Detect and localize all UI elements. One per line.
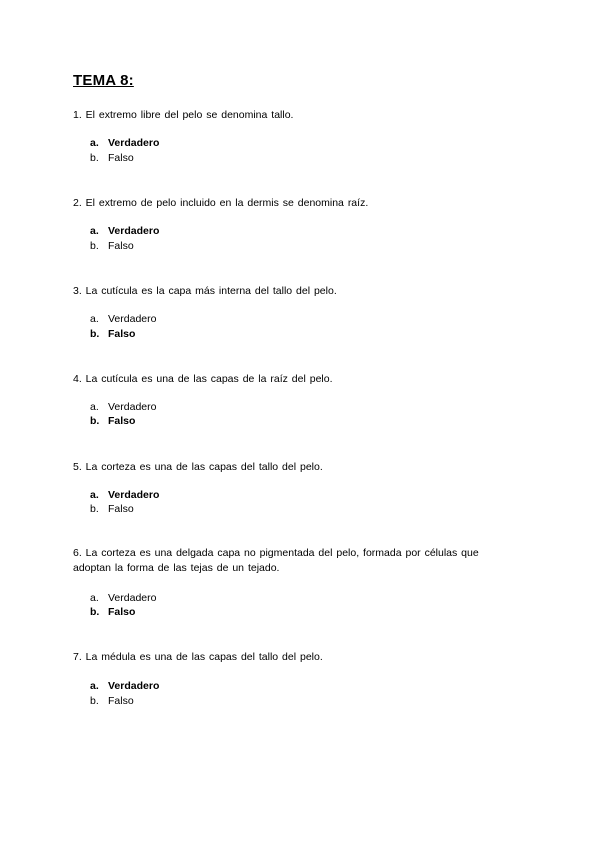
option-b: [90, 502, 134, 516]
option-label: Falso: [108, 328, 136, 340]
option-letter: a.: [90, 225, 99, 237]
option-a: [90, 224, 159, 238]
option-b: [90, 327, 135, 341]
option-label: Verdadero: [108, 680, 160, 692]
option-letter: b.: [90, 328, 100, 340]
option-label: Verdadero: [108, 592, 157, 604]
option-label: Falso: [108, 152, 134, 164]
question-text: 7. La médula es una de las capas del tallo del pelo.: [73, 651, 323, 663]
option-b: [90, 239, 134, 253]
option-label: Verdadero: [108, 401, 157, 413]
option-b: [90, 414, 135, 428]
option-letter: a.: [90, 137, 99, 149]
option-letter: b.: [90, 240, 99, 252]
option-letter: b.: [90, 152, 99, 164]
option-a: [90, 136, 159, 150]
option-a: [90, 488, 159, 502]
question-text: 2. El extremo de pelo incluido en la dermis se denomina raíz.: [73, 197, 369, 209]
option-letter: a.: [90, 489, 99, 501]
option-a: [90, 591, 156, 605]
question-text: 1. El extremo libre del pelo se denomina tallo.: [73, 109, 294, 121]
option-letter: b.: [90, 415, 100, 427]
option-a: [90, 312, 156, 326]
option-letter: a.: [90, 401, 99, 413]
option-label: Verdadero: [108, 137, 160, 149]
question-text: 4. La cutícula es una de las capas de la raíz del pelo.: [73, 373, 333, 385]
option-letter: b.: [90, 503, 99, 515]
question-text: 5. La corteza es una de las capas del tallo del pelo.: [73, 461, 323, 473]
option-label: Falso: [108, 240, 134, 252]
question-text: 6. La corteza es una delgada capa no pigmentada del pelo, formada por células que adoptan la forma de las tejas de un tejado.: [73, 547, 479, 574]
option-b: [90, 151, 134, 165]
option-letter: a.: [90, 680, 99, 692]
option-letter: a.: [90, 592, 99, 604]
option-label: Falso: [108, 695, 134, 707]
option-a: [90, 679, 159, 693]
option-label: Falso: [108, 503, 134, 515]
question-text: 3. La cutícula es la capa más interna del tallo del pelo.: [73, 285, 337, 297]
option-letter: b.: [90, 606, 100, 618]
option-label: Verdadero: [108, 313, 157, 325]
option-letter: b.: [90, 695, 99, 707]
option-label: Falso: [108, 606, 136, 618]
option-letter: a.: [90, 313, 99, 325]
option-b: [90, 694, 134, 708]
option-b: [90, 605, 135, 619]
option-label: Verdadero: [108, 225, 160, 237]
page-title: TEMA 8:: [73, 72, 134, 89]
option-label: Falso: [108, 415, 136, 427]
option-a: [90, 400, 156, 414]
option-label: Verdadero: [108, 489, 160, 501]
